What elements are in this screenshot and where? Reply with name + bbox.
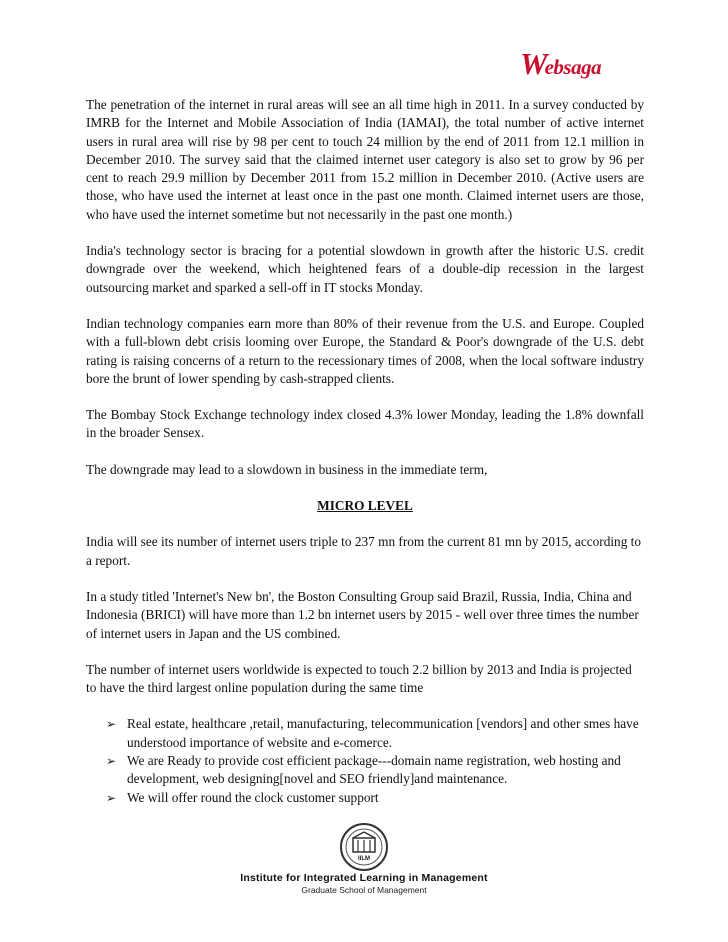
bullet-text: We are Ready to provide cost efficient package---domain name registration, web hosting and development, web designing[novel and SEO friendly]and maintenance. — [127, 753, 621, 787]
arrow-bullet-icon: ➢ — [106, 790, 117, 805]
bullet-item — [106, 715, 644, 752]
paragraph-brici-study: In a study titled 'Internet's New bn', the Boston Consulting Group said Brazil, Russia, India, China and Indonesia (BRICI) will have more than 1.2 bn internet users by 2015 - well over three times the number of internet users in Japan and the US combined. — [86, 588, 639, 641]
websaga-logo — [520, 46, 601, 82]
document-body — [86, 96, 644, 807]
footer — [0, 822, 728, 895]
paragraph-worldwide-users: The number of internet users worldwide is expected to touch 2.2 billion by 2013 and India is projected to have the third largest online population during the same time — [86, 661, 632, 696]
arrow-bullet-icon: ➢ — [106, 754, 117, 769]
bullet-text: Real estate, healthcare ,retail, manufacturing, telecommunication [vendors] and other smes have understood importance of website and e-comerce. — [127, 716, 639, 750]
logo-text: ebsaga — [544, 55, 602, 79]
paragraph-revenue-concerns: Indian technology companies earn more than 80% of their revenue from the U.S. and Europe. Coupled with a full-blown debt crisis looming over Europe, the Standard & Poor's downgrade of the U.S. debt rating is raising concerns of a return to the recessionary times of 2008, when the local software industry bore the brunt of lower spending by cash-strapped clients. — [86, 315, 644, 386]
logo-initial: W — [520, 46, 545, 81]
bullet-list — [86, 715, 644, 806]
paragraph-bse-index: The Bombay Stock Exchange technology index closed 4.3% lower Monday, leading the 1.8% downfall in the broader Sensex. — [86, 407, 644, 441]
paragraph-users-triple: India will see its number of internet users triple to 237 mn from the current 81 mn by 2015, according to a report. — [86, 534, 642, 568]
institute-seal-icon — [339, 822, 389, 872]
bullet-text: We will offer round the clock customer support — [127, 789, 379, 805]
institute-name: Institute for Integrated Learning in Management — [240, 872, 488, 884]
paragraph-downgrade: The downgrade may lead to a slowdown in business in the immediate term, — [86, 461, 488, 477]
seal-text: IILM — [358, 856, 370, 862]
paragraph-rural-internet: The penetration of the internet in rural areas will see an all time high in 2011. In a survey conducted by IMRB for the Internet and Mobile Association of India (IAMAI), the total number of active internet users in rural area will rise by 98 per cent to touch 24 million by the end of 2011 from 12.1 million in December 2010. The survey said that the claimed internet user category is also set to grow by 96 per cent to reach 29.9 million by December 2011 from 15.2 million in December 2010. (Active users are those, who have used the internet at least once in the past one month. Claimed internet users are those, who have used the internet sometime but not necessarily in the past one month.) — [86, 97, 644, 222]
bullet-item — [106, 752, 644, 789]
bullet-item — [106, 789, 644, 807]
section-heading: MICRO LEVEL — [317, 498, 413, 514]
institute-subtitle: Graduate School of Management — [301, 885, 427, 895]
arrow-bullet-icon: ➢ — [106, 717, 117, 732]
paragraph-tech-slowdown: India's technology sector is bracing for a potential slowdown in growth after the historic U.S. credit downgrade over the weekend, which heightened fears of a double-dip recession in the largest outsourcing market and sparked a sell-off in IT stocks Monday. — [86, 243, 644, 295]
